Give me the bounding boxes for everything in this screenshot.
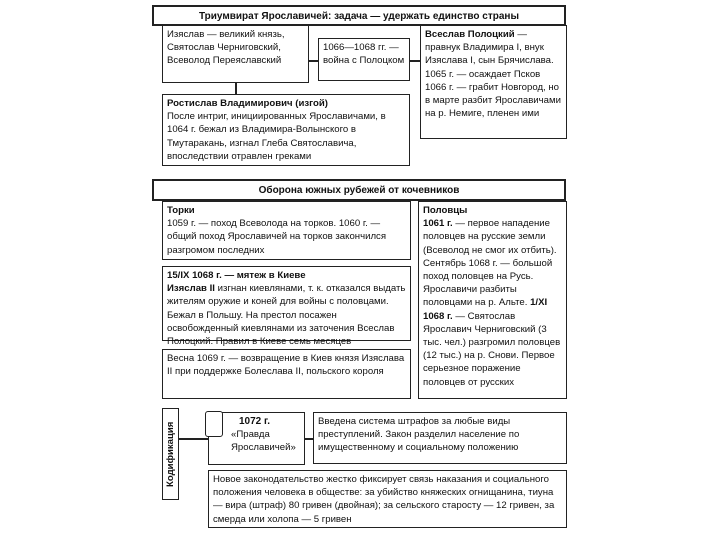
- polovtsy-box: [418, 201, 567, 399]
- pravda-box: [208, 412, 305, 465]
- rostislav-name: Ростислав Владимирович (изгой): [167, 98, 328, 109]
- uprising-lead: Изяслав II: [167, 283, 215, 295]
- torki-box: [162, 201, 411, 260]
- torki-name: Торки: [167, 205, 195, 216]
- uprising-box: [162, 266, 411, 348]
- polovtsy-1061: 1061 г.: [423, 218, 453, 230]
- codification-label: Кодификация: [162, 408, 179, 500]
- war-box: 1066—1068 гг. — война с Полоцком: [318, 38, 410, 81]
- return-box: Весна 1069 г. — возвращение в Киев князя Изяслава II при поддержке Болеслава II, польского короля: [162, 349, 411, 399]
- pravda-year: 1072 г.: [239, 416, 270, 427]
- polovtsy-name: Половцы: [423, 205, 468, 216]
- uprising-text: изгнан киевлянами, т. к. отказался выдать жителям оружие и коней для войны с половцами. Бежал в Польшу. На престол посажен освобожденный киевлянами из заточения Всеслав Полоцкий. Правил в Киеве семь месяцев: [167, 283, 406, 348]
- uprising-title: 15/IX 1068 г. — мятеж в Киеве: [167, 270, 306, 281]
- pravda-name: «Правда Ярославичей»: [231, 429, 296, 454]
- vseslav-name: Всеслав Полоцкий: [425, 29, 515, 40]
- scroll-icon: [205, 411, 223, 437]
- torki-text: 1059 г. — поход Всеволода на торков. 1060 г. — общий поход Ярославичей на торков закончился разгромом последних: [167, 218, 387, 256]
- polovtsy-1068: 1/XI 1068 г.: [423, 297, 548, 322]
- polovtsy-text2: — Святослав Ярославич Черниговский (3 тыс. чел.) разгромил половцев (12 тыс.) на р. Снови. Первое серьезное поражение половцев от русских: [423, 310, 561, 388]
- connector: [178, 438, 209, 440]
- rostislav-box: [162, 94, 410, 166]
- fines-box: Введена система штрафов за любые виды преступлений. Закон разделил население по имущественному и социальному положению: [313, 412, 567, 464]
- new-law-box: Новое законодательство жестко фиксирует связь наказания и социального положения человека в обществе: за убийство княжеских огнищанина, тиуна — вира (штраф) 80 гривен (двойная); за сельского старосту — 12 гривен, за смерда или холопа — 5 гривен: [208, 470, 567, 528]
- vseslav-box: [420, 25, 567, 139]
- defense-title: Оборона южных рубежей от кочевников: [152, 179, 566, 201]
- triumvirate-title: Триумвират Ярославичей: задача — удержать единство страны: [152, 5, 566, 26]
- brothers-box: Изяслав — великий князь, Святослав Черниговский, Всеволод Переяславский: [162, 25, 309, 83]
- rostislav-text: После интриг, инициированных Ярославичами, в 1064 г. бежал из Владимира-Волынского в Тмутаракань, изгнал Глеба Святославича, впоследствии отравлен греками: [167, 111, 386, 162]
- polovtsy-text1: — первое нападение половцев на русские земли (Всеволод не смог их отбить). Сентябрь 1068 г. — большой поход половцев на Русь. Ярославичи разбиты половцами на р. Альте.: [423, 218, 557, 309]
- vseslav-text: — правнук Владимира I, внук Изяслава I, сын Брячислава. 1065 г. — осаждает Псков 1066 г. — грабит Новгород, но в марте разбит Ярославичами на р. Немиге, пленен ими: [425, 29, 561, 120]
